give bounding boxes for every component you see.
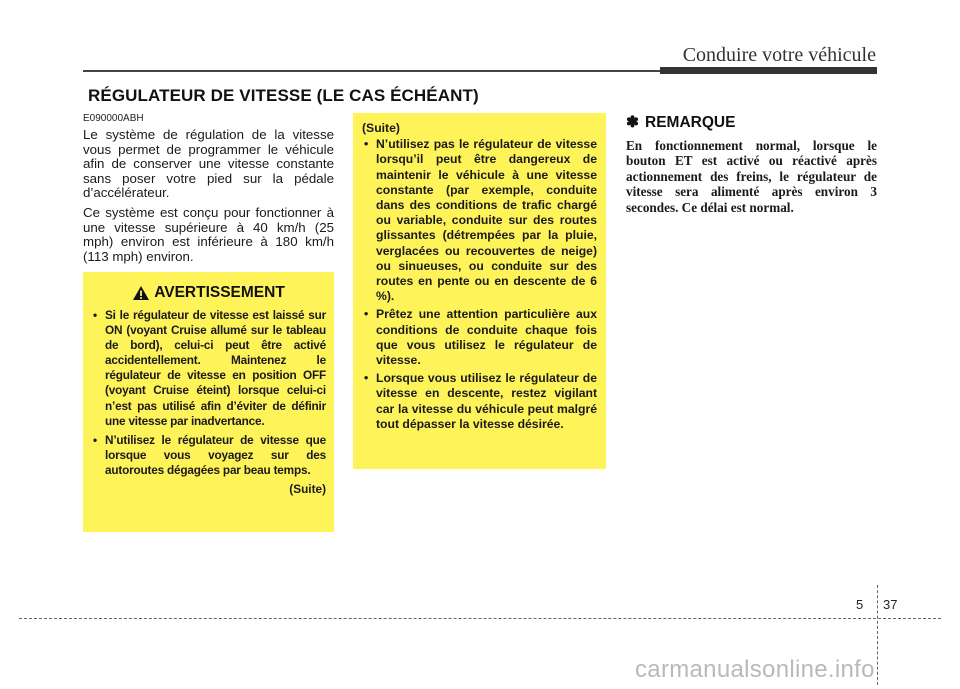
warning-item: • Si le régulateur de vitesse est laissé sur ON (voyant Cruise allumé sur le tableau de bord), celui-ci peut être activé accidentellement. Maintenez le régulateur de vitesse en position OFF (voyant Cruise éteint) lorsque celui-ci n’est pas utilisé afin d’éviter de définir une vitesse par inadvertance.: [93, 308, 326, 428]
warning-item-text: N’utilisez pas le régulateur de vitesse lorsqu’il peut être dangereux de maintenir le véhicule à une vitesse constante (par exemple, conduite dans des conditions de trafic chargé ou variable, conduite sur des routes glissantes (détrempées par la pluie, verglacées ou recouvertes de neige) ou sinueuses, ou conduite sur des routes en pente ou en descente de 6 %).: [376, 137, 597, 304]
warning-heading: AVERTISSEMENT: [154, 284, 285, 301]
remark-body: En fonctionnement normal, lorsque le bouton ET est activé ou réactivé après actionnement des freins, le régulateur de vitesse sera alimenté après environ 3 secondes. Ce délai est normal.: [626, 138, 877, 215]
warning-box: [83, 272, 334, 532]
warning-continued-box: [353, 113, 606, 469]
warning-item: • N’utilisez pas le régulateur de vitesse lorsqu’il peut être dangereux de maintenir le véhicule à une vitesse constante (par exemple, conduite dans des conditions de trafic chargé ou variable, conduite sur des routes glissantes (détrempées par la pluie, verglacées ou recouvertes de neige) ou sinueuses, ou conduite sur des routes en pente ou en descente de 6 %).: [364, 137, 597, 304]
warning-item-text: Si le régulateur de vitesse est laissé sur ON (voyant Cruise allumé sur le tableau de bord), celui-ci peut être activé accidentellement. Maintenez le régulateur de vitesse en position OFF (voyant Cruise éteint) lorsque celui-ci n’est pas utilisé afin d’éviter de définir une vitesse par inadvertance.: [105, 308, 326, 428]
warning-item: • N’utilisez le régulateur de vitesse que lorsque vous voyagez sur des autoroutes dégagées par beau temps.: [93, 432, 326, 477]
speed-range-paragraph: Ce système est conçu pour fonctionner à une vitesse supérieure à 40 km/h (25 mph) environ est inférieure à 180 km/h (113 mph) environ.: [83, 204, 334, 264]
warning-item-text: Lorsque vous utilisez le régulateur de vitesse en descente, restez vigilant car la vitesse du véhicule peut malgré tout dépasser la vitesse désirée.: [376, 371, 597, 431]
warning-list: [91, 308, 326, 478]
header-rule-accent: [660, 67, 877, 74]
intro-paragraph: Le système de régulation de la vitesse vous permet de programmer le véhicule afin de conserver une vitesse constante sans poser votre pied sur la pédale d’accélérateur.: [83, 127, 334, 201]
section-title: RÉGULATEUR DE VITESSE (LE CAS ÉCHÉANT): [88, 86, 479, 105]
warning-item-text: Prêtez une attention particulière aux conditions de conduite chaque fois que vous utilisez le régulateur de vitesse.: [376, 307, 597, 368]
asterisk-icon: ✽: [626, 114, 639, 131]
footer-divider: [877, 585, 878, 685]
remark-header: [626, 113, 877, 132]
watermark: carmanualsonline.info: [635, 656, 875, 683]
remark-heading: REMARQUE: [645, 113, 736, 131]
remark-column: [626, 113, 877, 215]
warning-item-text: N’utilisez le régulateur de vitesse que lorsque vous voyagez sur des autoroutes dégagées par beau temps.: [105, 432, 326, 477]
warning-item: • Lorsque vous utilisez le régulateur de vitesse en descente, restez vigilant car la vitesse du véhicule peut malgré tout dépasser la vitesse désirée.: [364, 371, 597, 431]
chapter-title: Conduire votre véhicule: [682, 44, 876, 66]
footer-rule: [19, 618, 941, 619]
warning-item: • Prêtez une attention particulière aux conditions de conduite chaque fois que vous utilisez le régulateur de vitesse.: [364, 307, 597, 368]
warning-continued-list: [362, 137, 597, 432]
header-rule: [83, 70, 660, 72]
warning-triangle-icon: [132, 285, 150, 301]
section-code: E090000ABH: [83, 113, 144, 124]
chapter-number: 5: [856, 597, 864, 612]
warning-header: [91, 284, 326, 302]
continued-label: (Suite): [289, 482, 326, 497]
page-number: 37: [883, 597, 898, 612]
intro-column: [83, 113, 334, 269]
continued-label: (Suite): [362, 121, 400, 135]
